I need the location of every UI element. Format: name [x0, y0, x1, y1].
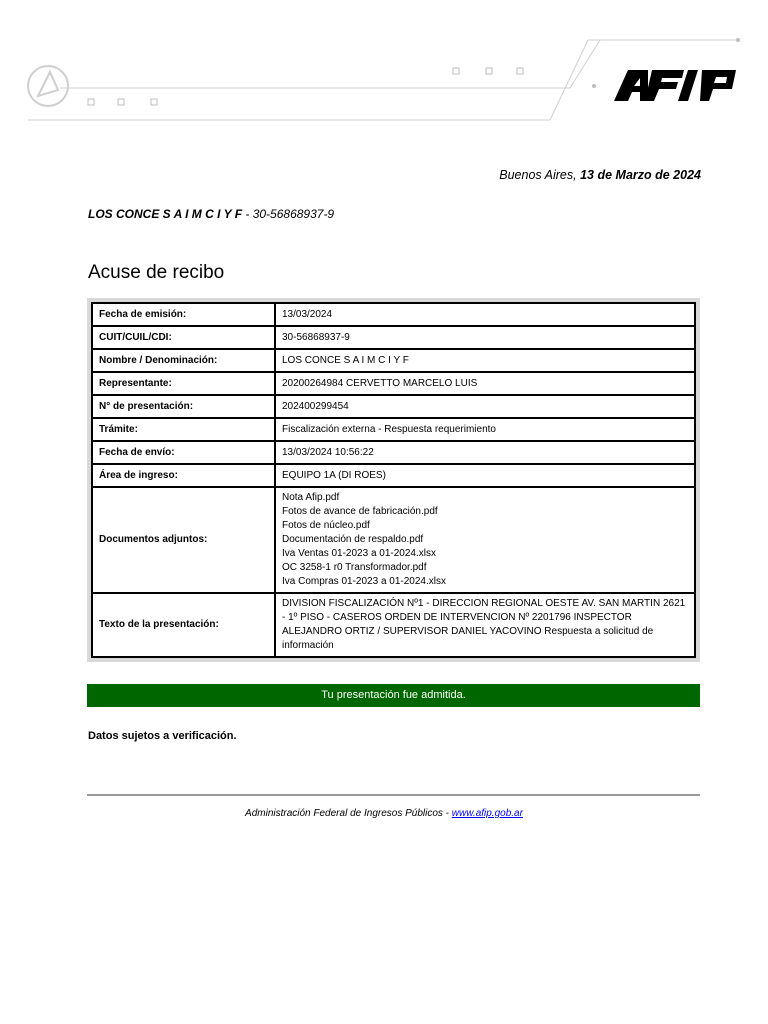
row-label: Fecha de emisión:	[92, 303, 275, 326]
issue-date: 13 de Marzo de 2024	[580, 168, 701, 182]
table-row	[92, 441, 695, 464]
table-row	[92, 418, 695, 441]
document-item: Fotos de avance de fabricación.pdf	[282, 506, 438, 517]
page-title: Acuse de recibo	[88, 262, 225, 283]
footer	[0, 808, 768, 819]
verification-note: Datos sujetos a verificación.	[88, 730, 237, 742]
document-item: Fotos de núcleo.pdf	[282, 520, 370, 531]
date-line	[499, 168, 701, 182]
footer-link[interactable]: www.afip.gob.ar	[451, 808, 523, 819]
company-name: LOS CONCE S A I M C I Y F	[88, 207, 243, 221]
presentation-text-label: Texto de la presentación:	[92, 593, 275, 657]
emblem-icon	[28, 66, 68, 106]
receipt-table-body	[92, 303, 695, 657]
row-value: 20200264984 CERVETTO MARCELO LUIS	[275, 372, 695, 395]
row-value: 202400299454	[275, 395, 695, 418]
row-label: N° de presentación:	[92, 395, 275, 418]
row-label: Área de ingreso:	[92, 464, 275, 487]
table-row	[92, 464, 695, 487]
table-row	[92, 349, 695, 372]
city: Buenos Aires,	[499, 168, 577, 182]
table-row	[92, 326, 695, 349]
row-value: EQUIPO 1A (DI ROES)	[275, 464, 695, 487]
documents-label: Documentos adjuntos:	[92, 487, 275, 593]
document-item: OC 3258-1 r0 Transformador.pdf	[282, 562, 427, 573]
letterhead-graphic	[0, 0, 768, 140]
table-row	[92, 395, 695, 418]
row-label: CUIT/CUIL/CDI:	[92, 326, 275, 349]
footer-divider	[87, 794, 700, 796]
row-value: 13/03/2024 10:56:22	[275, 441, 695, 464]
receipt-table-frame	[87, 298, 700, 662]
document-item: Iva Ventas 01-2023 a 01-2024.xlsx	[282, 548, 436, 559]
row-value: Fiscalización externa - Respuesta requerimiento	[275, 418, 695, 441]
table-row-text	[92, 593, 695, 657]
receipt-table	[91, 302, 696, 658]
row-label: Nombre / Denominación:	[92, 349, 275, 372]
footer-text: Administración Federal de Ingresos Públicos -	[245, 808, 452, 819]
document-item: Iva Compras 01-2023 a 01-2024.xlsx	[282, 576, 446, 587]
row-value: 13/03/2024	[275, 303, 695, 326]
afip-logo	[614, 70, 736, 101]
table-row	[92, 372, 695, 395]
row-label: Fecha de envío:	[92, 441, 275, 464]
document-item: Nota Afip.pdf	[282, 492, 340, 503]
table-row	[92, 303, 695, 326]
row-label: Trámite:	[92, 418, 275, 441]
row-value: LOS CONCE S A I M C I Y F	[275, 349, 695, 372]
table-row-documents	[92, 487, 695, 593]
row-label: Representante:	[92, 372, 275, 395]
documents-list	[275, 487, 695, 593]
document-item: Documentación de respaldo.pdf	[282, 534, 424, 545]
status-banner: Tu presentación fue admitida.	[87, 684, 700, 707]
company-line	[88, 207, 334, 221]
company-cuit: 30-56868937-9	[252, 207, 335, 221]
decorative-squares	[88, 68, 523, 105]
row-value: 30-56868937-9	[275, 326, 695, 349]
company-separator: -	[242, 207, 253, 221]
presentation-text-value: DIVISION FISCALIZACIÓN Nº1 - DIRECCION REGIONAL OESTE AV. SAN MARTIN 2621 - 1º PISO - CASEROS ORDEN DE INTERVENCION Nº 2201796 INSPECTOR ALEJANDRO ORTIZ / SUPERVISOR DANIEL YACOVINO Respuesta a solicitud de información	[275, 593, 695, 657]
